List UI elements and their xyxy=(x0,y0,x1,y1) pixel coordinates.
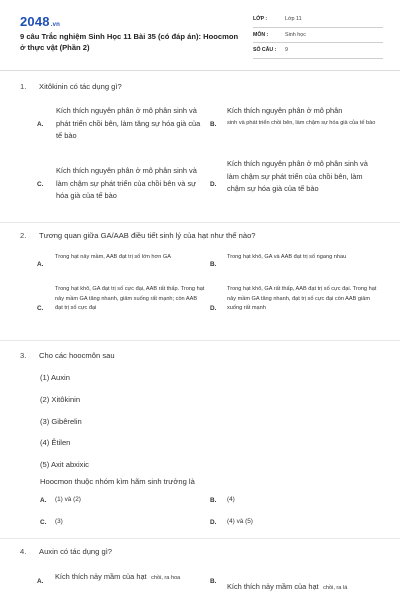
option-letter: D. xyxy=(210,519,217,526)
question-number: 2. xyxy=(20,231,27,240)
document-meta xyxy=(253,12,383,59)
option-letter: D. xyxy=(210,181,217,188)
option-c[interactable]: Trong hạt khô, GA đạt trị số cực đại, AAB rất thấp. Trong hạt nảy mầm GA tăng nhanh, giảm xuống rất mạnh; còn AAB đạt trị số cực đại xyxy=(55,286,205,311)
option-letter: A. xyxy=(37,121,44,128)
option-letter: A. xyxy=(37,578,44,585)
option-letter: C. xyxy=(37,181,44,188)
list-item: (1) Auxin xyxy=(40,373,70,382)
list-item: (2) Xitôkinin xyxy=(40,395,81,404)
question-subtext: Hoocmon thuộc nhóm kìm hãm sinh trưởng là xyxy=(40,477,195,486)
option-a[interactable]: (1) và (2) xyxy=(55,496,81,503)
option-a[interactable]: Kích thích nguyên phân ở mô phân sinh và phát triển chồi bên, làm tăng sự hóa già của tế bào xyxy=(56,106,201,140)
meta-row-class xyxy=(253,12,383,28)
option-d[interactable]: Trong hạt khô, GA rất thấp, AAB đạt trị số cực đại. Trong hạt nảy mầm GA tăng nhanh, đạt trị số cực đại còn AAB giảm xuống rất mạnh xyxy=(227,286,377,311)
option-letter: B. xyxy=(210,121,217,128)
option-letter: C. xyxy=(40,519,47,526)
question-text: Auxin có tác dụng gì? xyxy=(39,547,113,556)
document-title: 9 câu Trắc nghiệm Sinh Học 11 Bài 35 (có đáp án): Hoocmon ở thực vật (Phần 2) xyxy=(20,32,239,52)
option-c[interactable]: Kích thích nguyên phân ở mô phân sinh và làm chậm sự phát triển của chồi bên và sự hóa già của tế bào xyxy=(56,166,197,200)
option-letter: C. xyxy=(37,305,44,312)
question-text: Xitôkinin có tác dụng gì? xyxy=(39,82,122,91)
meta-row-count xyxy=(253,43,383,59)
list-item: (5) Axit abxixic xyxy=(40,460,89,469)
option-a[interactable]: Trong hạt nảy mầm, AAB đạt trị số lớn hơn GA xyxy=(55,254,171,260)
option-b[interactable]: Kích thích nảy mầm của hạt chồi, ra lá xyxy=(227,582,348,591)
question-divider xyxy=(0,222,400,223)
meta-key: MÔN : xyxy=(253,31,269,38)
option-letter: A. xyxy=(37,261,44,268)
option-b[interactable]: (4) xyxy=(227,496,235,503)
question-divider xyxy=(0,538,400,539)
option-b[interactable]: Kích thích nguyên phân ở mô phân sinh và phát triển chồi bên, làm chậm sự hóa già của tế bào xyxy=(227,106,376,126)
option-letter: A. xyxy=(40,497,47,504)
option-letter: D. xyxy=(210,305,217,312)
site-logo[interactable]: 2048.vn xyxy=(20,14,61,29)
meta-key: LỚP : xyxy=(253,16,268,22)
question-number: 3. xyxy=(20,351,27,360)
document-header xyxy=(0,0,400,66)
option-letter: B. xyxy=(210,261,217,268)
option-a[interactable]: Kích thích nảy mầm của hạt chồi, ra hoa xyxy=(55,572,181,581)
meta-value: 9 xyxy=(285,47,288,53)
question-text: Tương quan giữa GA/AAB điều tiết sinh lý của hạt như thế nào? xyxy=(39,231,256,240)
option-b[interactable]: Trong hạt khô, GA và AAB đạt trị số ngang nhau xyxy=(227,254,347,260)
list-item: (4) Êtilen xyxy=(40,438,71,447)
meta-key: SỐ CÂU : xyxy=(253,47,277,53)
question-divider xyxy=(0,340,400,341)
option-letter: B. xyxy=(210,578,217,585)
question-number: 4. xyxy=(20,547,27,556)
meta-row-subject xyxy=(253,28,383,44)
header-divider xyxy=(0,70,400,71)
option-letter: B. xyxy=(210,497,217,504)
list-item: (3) Gibêrelin xyxy=(40,417,82,426)
option-d[interactable]: Kích thích nguyên phân ở mô phân sinh và làm chậm sự phát triển của chồi bên, làm chậm sự hóa già của tế bào xyxy=(227,159,368,193)
option-d[interactable]: (4) và (5) xyxy=(227,518,253,525)
question-text: Cho các hoocmôn sau xyxy=(39,351,115,360)
question-number: 1. xyxy=(20,82,27,91)
meta-value: Sinh học xyxy=(285,31,306,38)
meta-value: Lớp 11 xyxy=(285,16,302,22)
option-c[interactable]: (3) xyxy=(55,518,63,525)
